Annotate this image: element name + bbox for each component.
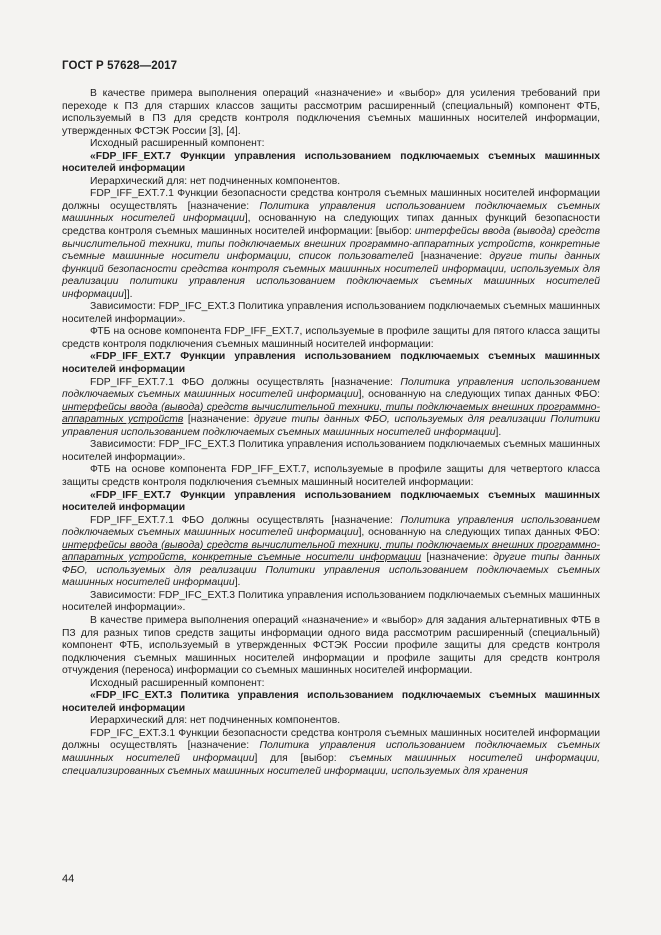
page-number: 44 <box>62 873 75 885</box>
component-title: «FDP_IFF_EXT.7 Функции управления использованием подключаемых съемных машинных носителей информации <box>62 489 600 514</box>
paragraph-dependencies: Зависимости: FDP_IFC_EXT.3 Политика управления использованием подключаемых съемных машинных носителей информации». <box>62 589 600 614</box>
paragraph-source-component-label: Исходный расширенный компонент: <box>90 138 265 150</box>
page-body <box>62 88 600 778</box>
paragraph-dependencies: Зависимости: FDP_IFC_EXT.3 Политика управления использованием подключаемых съемных машинных носителей информации». <box>62 301 600 325</box>
component-title: «FDP_IFC_EXT.3 Политика управления использованием подключаемых съемных машинных носителей информации <box>62 690 600 714</box>
paragraph-hierarchy: Иерархический для: нет подчиненных компонентов. <box>90 175 341 187</box>
paragraph-element-definition: FDP_IFC_EXT.3.1 Функции безопасности средства контроля съемных машинных носителей информации должны осуществлять [назначение: Политика управления использованием подключаемых съемных машинных носителей информации] для [выбор: съемных машинных носителей информации, специализированных съемных машинных носителей информации, используемых для хранения <box>62 727 600 777</box>
paragraph-element-definition: FDP_IFF_EXT.7.1 ФБО должны осуществлять [назначение: Политика управления использованием подключаемых съемных машинных носителей информации], основанную на следующих типах данных ФБО: интерфейсы ввода (вывода) средств вычислительной техники, типы подключаемых внешних программно-аппаратных устройств, конкретные съемные носители информации [назначение: другие типы данных ФБО, используемых для реализации Политики управления использованием подключаемых съемных машинных носителей информации]. <box>62 514 601 589</box>
paragraph-dependencies: Зависимости: FDP_IFC_EXT.3 Политика управления использованием подключаемых съемных машинных носителей информации». <box>62 439 600 463</box>
component-title: «FDP_IFF_EXT.7 Функции управления использованием подключаемых съемных машинных носителей информации <box>62 351 600 376</box>
paragraph-class5-intro: ФТБ на основе компонента FDP_IFF_EXT.7, используемые в профиле защиты для пятого класса защиты средств контроля подключения съемных машинный носителей информации: <box>62 326 600 350</box>
document-header: ГОСТ Р 57628—2017 <box>62 60 178 72</box>
paragraph-class4-intro: ФТБ на основе компонента FDP_IFF_EXT.7, используемые в профиле защиты для четвертого класса защиты средств контроля подключения съемных машинный носителей информации: <box>62 464 600 488</box>
paragraph-source-component-label: Исходный расширенный компонент: <box>90 677 265 689</box>
component-title: «FDP_IFF_EXT.7 Функции управления использованием подключаемых съемных машинных носителей информации <box>62 150 600 175</box>
paragraph-intro: В качестве примера выполнения операций «назначение» и «выбор» для усиления требований при переходе к ПЗ для старших классов защиты рассмотрим расширенный (специальный) компонент ФТБ, используемый в ПЗ для средств контроля подключения съемных машинных носителей информации, утвержденных ФСТЭК России [3], [4]. <box>62 88 600 137</box>
paragraph-alternative-example: В качестве примера выполнения операций «назначение» и «выбор» для задания альтернативных ФТБ в ПЗ для разных типов средств защиты информации одного вида рассмотрим расширенный (специальный) компонент ФТБ, используемый в утвержденных ФСТЭК России профиле защиты для средств контроля подключения съемных машинных носителей информации и профиле защиты для средств контроля отчуждения (переноса) информации со съемных машинных носителей информации. <box>62 614 600 677</box>
paragraph-element-definition: FDP_IFF_EXT.7.1 ФБО должны осуществлять [назначение: Политика управления использованием подключаемых съемных машинных носителей информации], основанную на следующих типах данных ФБО: интерфейсы ввода (вывода) средств вычислительной техники, типы подключаемых внешних программно-аппаратных устройств [назначение: другие типы данных ФБО, используемых для реализации Политики управления использованием подключаемых съемных машинных носителей информации]. <box>62 376 600 438</box>
paragraph-element-definition: FDP_IFF_EXT.7.1 Функции безопасности средства контроля съемных машинных носителей информации должны осуществлять [назначение: Политика управления использованием подключаемых съемных машинных носителей информации], основанную на следующих типах данных функций безопасности средства контроля съемных машинных носителей информации: [выбор: интерфейсы ввода (вывода) средств вычислительной техники, типы подключаемых внешних программно-аппаратных устройств, конкретные съемные машинные носители информации, список пользователей [назначение: другие типы данных функций безопасности средства контроля съемных машинных носителей информации, используемых для реализации политики управления использованием подключаемых съемных машинных носителей информации]]. <box>62 188 601 300</box>
paragraph-hierarchy: Иерархический для: нет подчиненных компонентов. <box>90 715 341 727</box>
